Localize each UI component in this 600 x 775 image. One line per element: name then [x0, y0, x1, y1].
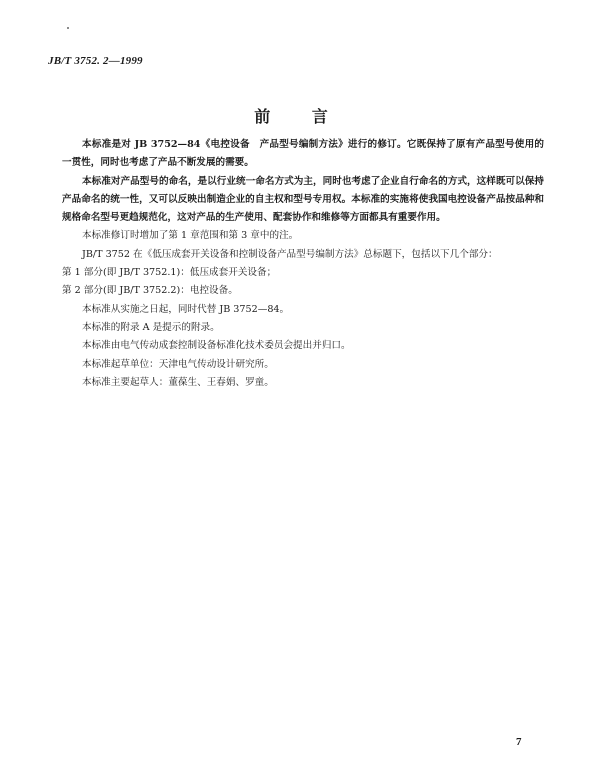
scan-speck: [67, 27, 69, 29]
page-title: 前 言: [254, 107, 346, 126]
paragraph: JB/T 3752 在《低压成套开关设备和控制设备产品型号编制方法》总标题下，包括以下几个部分：: [82, 248, 498, 260]
paragraph: 本标准从实施之日起，同时代替 JB 3752—84。: [82, 303, 290, 315]
paragraph: 本标准主要起草人：董葆生、王春娟、罗童。: [82, 376, 274, 388]
standard-number: JB/T 3752. 2—1999: [48, 55, 143, 67]
paragraph: 本标准起草单位：天津电气传动设计研究所。: [82, 358, 274, 370]
paragraph: 第 2 部分(即 JB/T 3752.2)：电控设备。: [62, 285, 238, 297]
paragraph: 本标准修订时增加了第 1 章范围和第 3 章中的注。: [82, 230, 299, 242]
paragraph: 第 1 部分(即 JB/T 3752.1)：低压成套开关设备；: [62, 267, 277, 279]
paragraph: 本标准由电气传动成套控制设备标准化技术委员会提出并归口。: [82, 340, 351, 352]
foreword-body: [62, 136, 544, 392]
page-number: 7: [516, 736, 522, 748]
paragraph: 本标准对产品型号的命名，是以行业统一命名方式为主，同时也考虑了企业自行命名的方式，这样既可以保持产品命名的统一性，又可以反映出制造企业的自主权和型号专用权。本标准的实施将使我国电控设备产品按品种和规格命名型号更趋规范化，这对产品的生产使用、配套协作和维修等方面都具有重要作用。: [62, 175, 544, 224]
paragraph: 本标准的附录 A 是提示的附录。: [82, 321, 220, 333]
paragraph: 本标准是对 JB 3752—84《电控设备 产品型号编制方法》进行的修订。它既保持了原有产品型号使用的一贯性，同时也考虑了产品不断发展的需要。: [62, 139, 544, 169]
